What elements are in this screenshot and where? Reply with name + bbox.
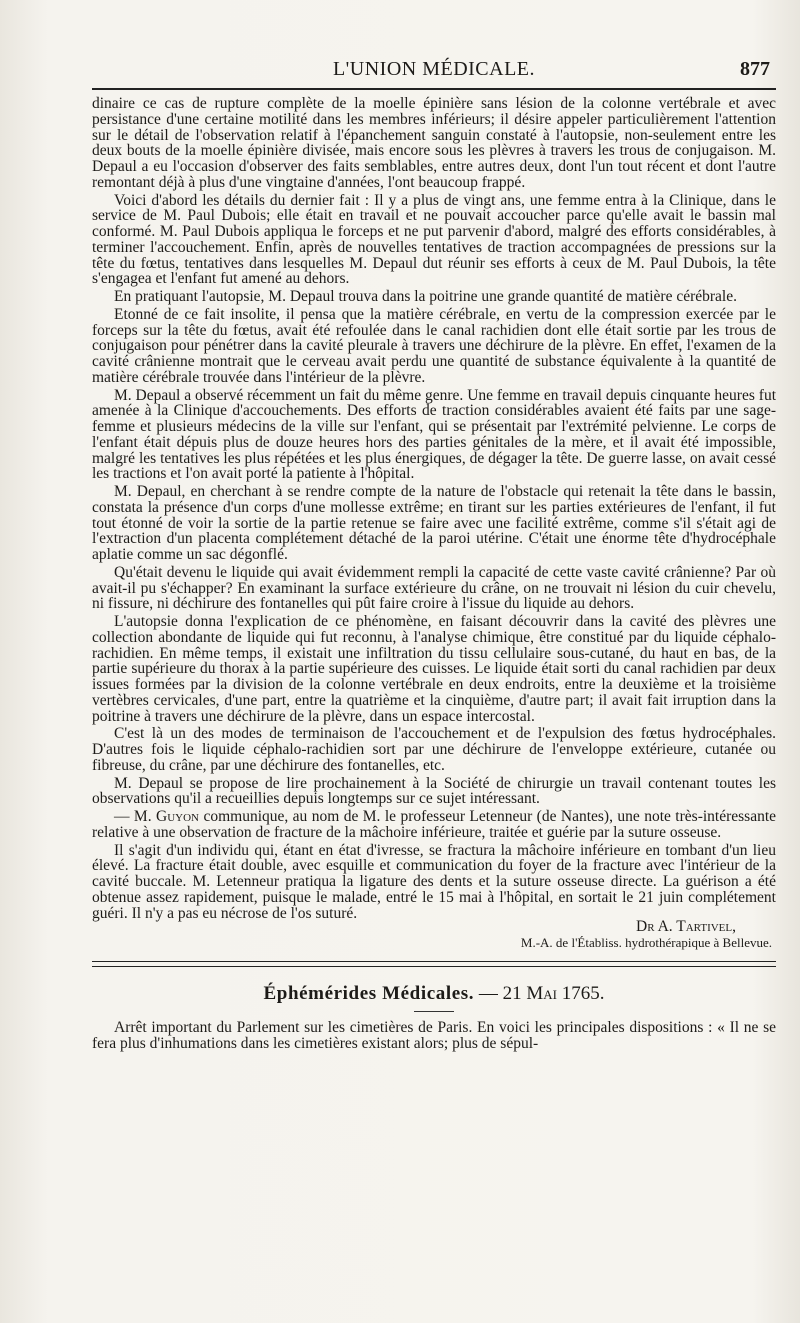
section-date-month: Mai [526, 983, 557, 1005]
section-date-day: 21 [502, 983, 522, 1005]
page-header [92, 48, 776, 88]
section-paragraph: Arrêt important du Parlement sur les cimetières de Paris. En voici les principales dispositions : « Il ne se fera plus d'inhumations dans les cimetières existant alors; plus de sépul- [92, 1019, 776, 1052]
page-number: 877 [740, 58, 770, 80]
paragraph: M. Depaul a observé récemment un fait du même genre. Une femme en travail depuis cinquante heures fut amenée à la Clinique d'accouchements. Des efforts de traction considérables avaient été faits par une sage-femme et plusieurs médecins de la ville sur l'enfant, qui se présentait par l'extrémité pelvienne. Le corps de l'enfant était dépuis plus de douze heures hors des parties génitales de la mère, et il avait été impossible, malgré les tentatives les plus répétées et les plus énergiques, de dégager la tête. De guerre lasse, on avait cessé les tractions et l'on avait porté la patiente à l'hôpital. [92, 386, 776, 483]
signature-surname: Tartivel, [676, 918, 736, 936]
short-rule [414, 1011, 454, 1012]
paragraph: C'est là un des modes de terminaison de l'accouchement et de l'expulsion des fœtus hydrocéphales. D'autres fois le liquide céphalo-rachidien sort par une déchirure de l'enveloppe extérieure, cutanée ou fibreuse, du crâne, par une déchirure des fontanelles, etc. [92, 725, 776, 774]
paragraph: En pratiquant l'autopsie, M. Depaul trouva dans la poitrine une grande quantité de matière cérébrale. [114, 288, 737, 305]
guyon-prefix: — M. [114, 808, 152, 825]
paragraph: M. Depaul se propose de lire prochainement à la Société de chirurgie un travail contenant toutes les observations qu'il a recueillies depuis longtemps sur ce sujet intéressant. [92, 774, 776, 808]
section-heading [92, 983, 776, 1005]
section-separator: — [478, 983, 498, 1005]
journal-title: L'UNION MÉDICALE. [332, 58, 536, 80]
paragraph: L'autopsie donna l'explication de ce phénomène, en faisant découvrir dans la cavité des plèvres une collection abondante de liquide qui fut reconnu, à l'analyse chimique, être constitué par du liquide céphalo-rachidien. En même temps, il existait une infiltration du tissu cellulaire sous-cutané, du haut en bas, de la partie supérieure du thorax à la partie supérieure des cuisses. Le liquide était sorti du canal rachidien par deux issues formées par la division de la colonne vertébrale en deux endroits, entre la deuxième et la troisième vertèbres cervicales, d'une part, entre la quatrième et la cinquième, d'autre part; il avait fait irruption dans la poitrine à travers une déchirure de la plèvre, dans un espace intercostal. [92, 613, 776, 725]
signature-prefix: Dr A. [636, 918, 673, 936]
section-title: Éphémérides Médicales. [263, 983, 475, 1005]
section-divider [92, 961, 776, 967]
header-rule [92, 88, 776, 90]
signature-affiliation: M.-A. de l'Établiss. hydrothérapique à Bellevue. [520, 935, 772, 951]
section-date-year: 1765. [561, 983, 605, 1005]
article-body [92, 96, 776, 1052]
paragraph: Voici d'abord les détails du dernier fait : Il y a plus de vingt ans, une femme entra à la Clinique, dans le service de M. Paul Dubois; elle était en travail et ne pouvait accoucher parce qu'elle avait le bassin mal conformé. M. Paul Dubois appliqua le forceps et ne put parvenir d'abord, malgré des efforts considérables, à terminer l'accouchement. Enfin, après de nouvelles tentatives de traction accompagnées de pressions sur la tête du fœtus, tentatives dans lesquelles M. Depaul dut réunir ses efforts à ceux de M. Paul Dubois, la tête s'engagea et l'enfant fut amené au dehors. [92, 191, 776, 288]
signature-name [92, 919, 776, 935]
paragraph: Etonné de ce fait insolite, il pensa que la matière cérébrale, en vertu de la compression exercée par le forceps sur la tête du fœtus, avait été refoulée dans le canal rachidien dont elle était sortie par les trous de conjugaison pour pénétrer dans la cavité pleurale à travers une déchirure de la plèvre. En effet, l'examen de la cavité crânienne montrait que le cerveau avait perdu une quantité de substance équivalente à la quantité de matière cérébrale trouvée dans l'intérieur de la plèvre. [92, 305, 776, 386]
guyon-text: communique, au nom de M. le professeur Letenneur (de Nantes), une note très-intéressante relative à une observation de fracture de la mâchoire inférieure, traitée et guérie par la suture osseuse. [92, 808, 777, 841]
signature [92, 919, 776, 951]
guyon-name: Guyon [156, 808, 200, 825]
paragraph: Il s'agit d'un individu qui, étant en état d'ivresse, se fractura la mâchoire inférieure en tombant d'un lieu élevé. La fracture était double, avec esquille et communication du foyer de la fracture avec l'intérieur de la cavité buccale. M. Letenneur pratiqua la ligature des dents et la suture osseuse directe. La guérison a été obtenue assez rapidement, puisque le malade, entré le 15 mai à l'hôpital, en sortait le 21 juin complétement guéri. Il n'y a pas eu nécrose de l'os suturé. [92, 841, 776, 922]
paragraph: M. Depaul, en cherchant à se rendre compte de la nature de l'obstacle qui retenait la tête dans le bassin, constata la présence d'un corps d'une mollesse extrême; en tirant sur les parties extérieures de l'enfant, il fut tout étonné de voir la sortie de la partie retenue se faire avec une facilité extrême, comme s'il s'était agi de l'extraction d'un placenta complétement détaché de la paroi utérine. C'était une énorme tête d'hydrocéphale aplatie comme un sac dégonflé. [92, 483, 776, 563]
paragraph: dinaire ce cas de rupture complète de la moelle épinière sans lésion de la colonne vertébrale et avec persistance d'une certaine motilité dans les membres inférieurs; il désire appeler particulièrement l'attention sur le détail de l'observation relatif à l'épanchement sanguin constaté à l'autopsie, non-seulement entre les deux bouts de la moelle épinière divisée, mais encore sous les plèvres à travers les trous de conjugaison. M. Depaul a eu l'occasion d'observer des faits semblables, entre autres deux, dont l'un tout récent et dont l'autre remontant déjà à plus d'une vingtaine d'années, l'ont beaucoup frappé. [92, 95, 776, 191]
guyon-paragraph [92, 809, 776, 841]
paragraph: Qu'était devenu le liquide qui avait évidemment rempli la capacité de cette vaste cavité crânienne? Par où avait-il pu s'échapper? En examinant la surface extérieure du crâne, on ne trouvait ni lésion du cuir chevelu, ni fissure, ni déchirure des fontanelles qui pût faire croire à l'issue du liquide au dehors. [92, 563, 776, 613]
